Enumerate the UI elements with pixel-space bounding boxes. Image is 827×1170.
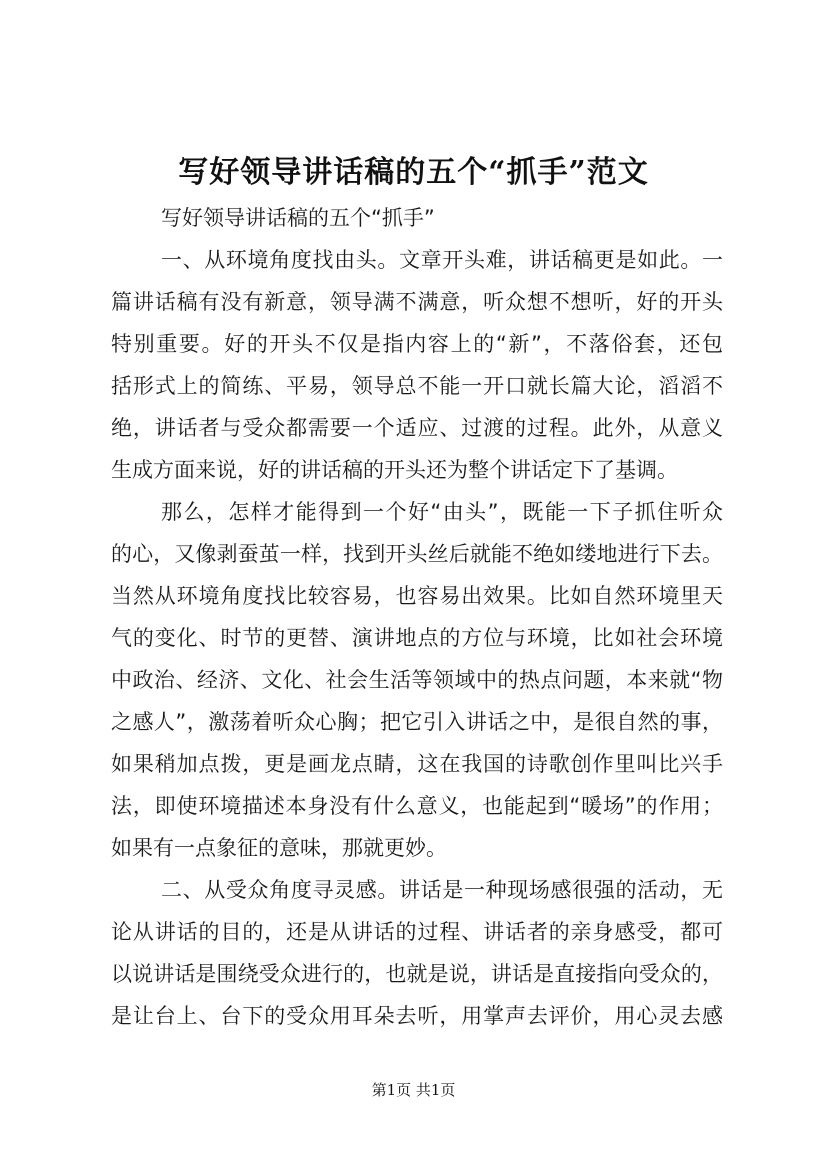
- paragraph-line: 的心，又像剥蚕茧一样，找到开头丝后就能不绝如缕地进行下去。: [111, 542, 723, 566]
- document-title: 写好领导讲话稿的五个“抓手”范文: [178, 155, 649, 190]
- paragraph-line: 气的变化、时节的更替、演讲地点的方位与环境，比如社会环境: [111, 626, 723, 650]
- paragraph-line: 如果稍加点拨，更是画龙点睛，这在我国的诗歌创作里叫比兴手: [111, 752, 723, 776]
- paragraph-line: 中政治、经济、文化、社会生活等领域中的热点问题，本来就“物: [111, 668, 723, 692]
- paragraph-line: 法，即使环境描述本身没有什么意义，也能起到“暖场”的作用；: [111, 794, 723, 818]
- paragraph-line: 特别重要。好的开头不仅是指内容上的“新”，不落俗套，还包: [111, 332, 723, 356]
- paragraph-line: 论从讲话的目的，还是从讲话的过程、讲话者的亲身感受，都可: [111, 920, 723, 944]
- subtitle-line: 写好领导讲话稿的五个“抓手”: [161, 206, 435, 230]
- paragraph-line: 之感人”，激荡着听众心胸；把它引入讲话之中，是很自然的事，: [111, 710, 723, 734]
- paragraph-line: 一、从环境角度找由头。文章开头难，讲话稿更是如此。一: [161, 248, 723, 272]
- paragraph-line: 当然从环境角度找比较容易，也容易出效果。比如自然环境里天: [111, 584, 723, 608]
- page-number-footer: 第1页 共1页: [371, 1081, 456, 1099]
- paragraph-line: 生成方面来说，好的讲话稿的开头还为整个讲话定下了基调。: [111, 458, 678, 482]
- paragraph-line: 绝，讲话者与受众都需要一个适应、过渡的过程。此外，从意义: [111, 416, 723, 440]
- paragraph-line: 二、从受众角度寻灵感。讲话是一种现场感很强的活动，无: [161, 878, 723, 902]
- paragraph-line: 那么，怎样才能得到一个好“由头”，既能一下子抓住听众: [161, 500, 723, 524]
- paragraph-line: 如果有一点象征的意味，那就更妙。: [111, 836, 447, 860]
- paragraph-line: 括形式上的简练、平易，领导总不能一开口就长篇大论，滔滔不: [111, 374, 723, 398]
- paragraph-line: 篇讲话稿有没有新意，领导满不满意，听众想不想听，好的开头: [111, 290, 723, 314]
- paragraph-line: 以说讲话是围绕受众进行的，也就是说，讲话是直接指向受众的，: [111, 962, 723, 986]
- paragraph-line: 是让台上、台下的受众用耳朵去听，用掌声去评价，用心灵去感: [111, 1004, 723, 1028]
- document-body: [111, 197, 723, 1037]
